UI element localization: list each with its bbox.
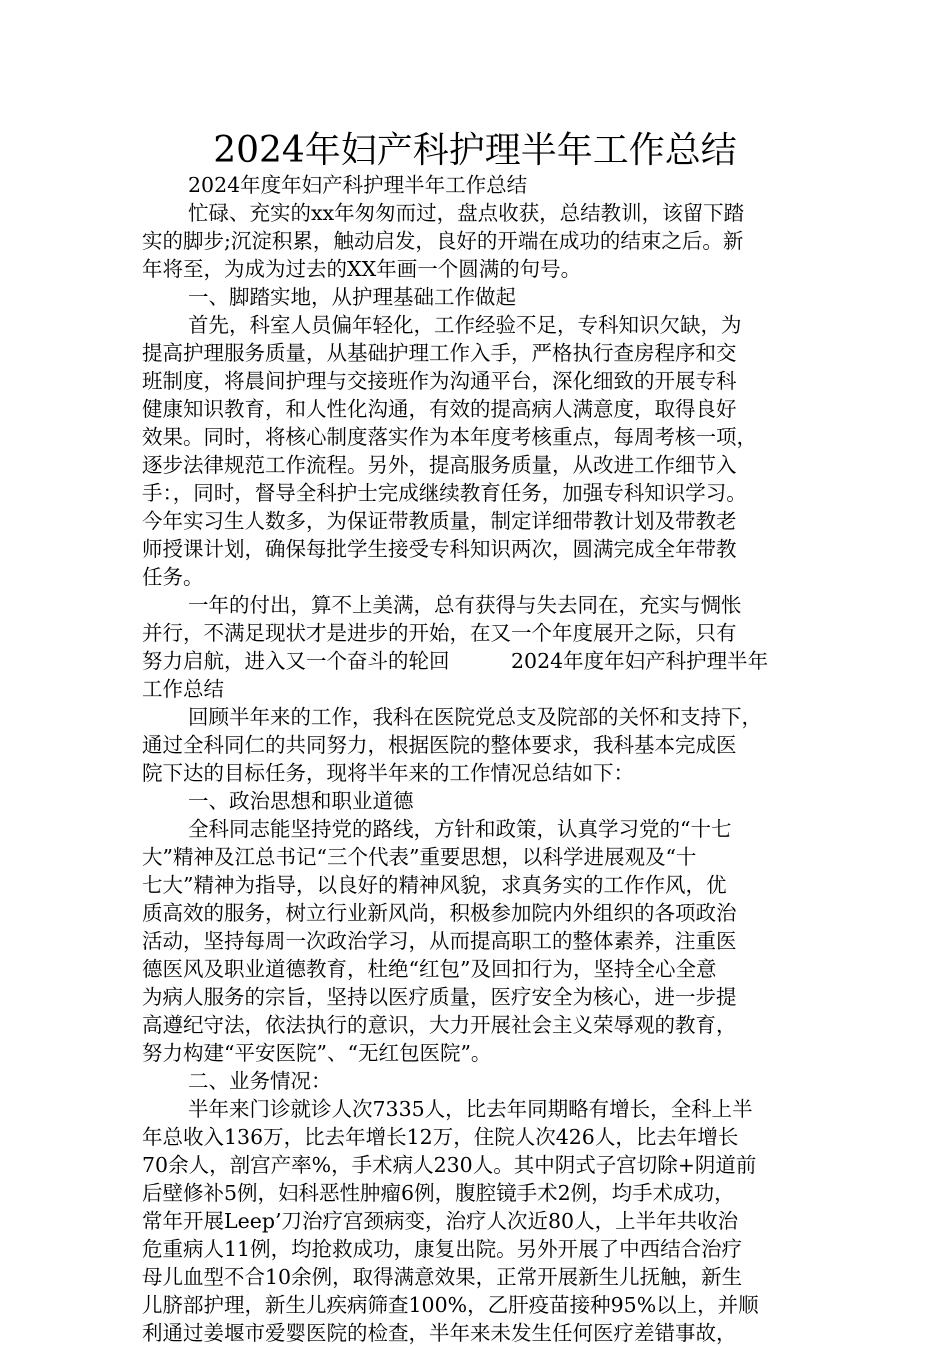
text-line: 一、政治思想和职业道德 <box>188 789 414 813</box>
text-line: 院下达的目标任务，现将半年来的工作情况总结如下： <box>142 761 634 785</box>
text-line: 忙碌、充实的xx年匆匆而过，盘点收获，总结教训，该留下踏 <box>188 201 745 225</box>
text-line: 师授课计划，确保每批学生接受专科知识两次，圆满完成全年带教 <box>142 537 737 561</box>
text-line: 全科同志能坚持党的路线，方针和政策，认真学习党的“十七 <box>188 817 732 841</box>
text-line: 效果。同时，将核心制度落实作为本年度考核重点，每周考核一项， <box>142 425 757 449</box>
text-line: 儿脐部护理，新生儿疾病筛查100%，乙肝疫苗接种95%以上，并顺 <box>142 1293 759 1317</box>
text-line: 一年的付出，算不上美满，总有获得与失去同在，充实与惆怅 <box>188 593 742 617</box>
text-line: 2024年度年妇产科护理半年工作总结 <box>188 173 528 197</box>
document-title: 2024年妇产科护理半年工作总结 <box>213 130 737 171</box>
text-line: 危重病人11例，均抢救成功，康复出院。另外开展了中西结合治疗 <box>142 1237 743 1261</box>
text-line: 德医风及职业道德教育，杜绝“红包”及回扣行为，坚持全心全意 <box>142 957 717 981</box>
text-line: 手：，同时，督导全科护士完成继续教育任务，加强专科知识学习。 <box>142 481 747 505</box>
text-line: 实的脚步;沉淀积累，触动启发，良好的开端在成功的结束之后。新 <box>142 229 744 253</box>
text-line: 利通过姜堰市爱婴医院的检查，半年来未发生任何医疗差错事故， <box>142 1321 737 1345</box>
text-line: 二、业务情况： <box>188 1069 332 1093</box>
text-line: 70余人，剖宫产率%，手术病人230人。其中阴式子宫切除+阴道前 <box>142 1153 757 1177</box>
text-line: 一、脚踏实地，从护理基础工作做起 <box>188 285 516 309</box>
text-line: 母儿血型不合10余例，取得满意效果，正常开展新生儿抚触，新生 <box>142 1265 743 1289</box>
text-line: 半年来门诊就诊人次7335人，比去年同期略有增长，全科上半 <box>188 1097 753 1121</box>
text-line: 今年实习生人数多，为保证带教质量，制定详细带教计划及带教老 <box>142 509 737 533</box>
text-line: 大”精神及江总书记“三个代表”重要思想，以科学进展观及“十 <box>142 845 697 869</box>
text-line: 质高效的服务，树立行业新风尚，积极参加院内外组织的各项政治 <box>142 901 737 925</box>
text-line: 逐步法律规范工作流程。另外，提高服务质量，从改进工作细节入 <box>142 453 737 477</box>
text-line: 年总收入136万，比去年增长12万，住院人次426人，比去年增长 <box>142 1125 739 1149</box>
text-line: 首先，科室人员偏年轻化，工作经验不足，专科知识欠缺，为 <box>188 313 742 337</box>
text-line: 努力启航，进入又一个奋斗的轮回 2024年度年妇产科护理半年 <box>142 649 769 673</box>
text-line: 后壁修补5例，妇科恶性肿瘤6例，腹腔镜手术2例，均手术成功， <box>142 1181 735 1205</box>
text-line: 健康知识教育，和人性化沟通，有效的提高病人满意度，取得良好 <box>142 397 737 421</box>
text-line: 努力构建“平安医院”、“无红包医院”。 <box>142 1041 492 1065</box>
text-line: 年将至，为成为过去的XX年画一个圆满的句号。 <box>142 257 582 281</box>
text-line: 班制度，将晨间护理与交接班作为沟通平台，深化细致的开展专科 <box>142 369 737 393</box>
text-line: 为病人服务的宗旨，坚持以医疗质量，医疗安全为核心，进一步提 <box>142 985 737 1009</box>
text-line: 提高护理服务质量，从基础护理工作入手，严格执行查房程序和交 <box>142 341 737 365</box>
text-line: 并行，不满足现状才是进步的开始，在又一个年度展开之际，只有 <box>142 621 737 645</box>
text-line: 七大”精神为指导，以良好的精神风貌，求真务实的工作作风，优 <box>142 873 727 897</box>
text-line: 通过全科同仁的共同努力，根据医院的整体要求，我科基本完成医 <box>142 733 737 757</box>
text-line: 常年开展Leep’刀治疗宫颈病变，治疗人次近80人，上半年共收治 <box>142 1209 739 1233</box>
text-line: 任务。 <box>142 565 204 589</box>
text-line: 回顾半年来的工作，我科在医院党总支及院部的关怀和支持下， <box>188 705 762 729</box>
text-line: 活动，坚持每周一次政治学习，从而提高职工的整体素养，注重医 <box>142 929 737 953</box>
text-line: 工作总结 <box>142 677 224 701</box>
document-body <box>142 171 812 1347</box>
text-line: 高遵纪守法，依法执行的意识，大力开展社会主义荣辱观的教育， <box>142 1013 737 1037</box>
